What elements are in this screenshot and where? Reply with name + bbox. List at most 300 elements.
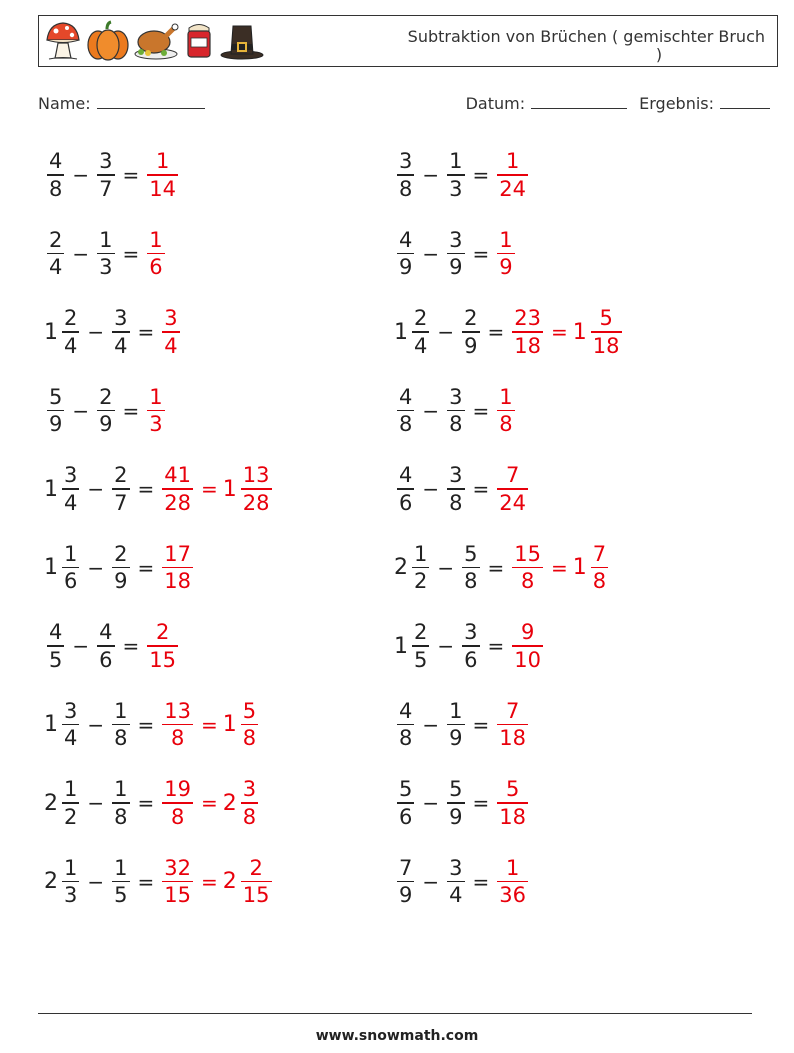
problem-item	[394, 458, 531, 520]
answer-numerator: 1	[499, 384, 513, 409]
problem-item	[394, 223, 518, 285]
equals-sign: =	[472, 398, 490, 423]
minuend-fraction	[62, 776, 79, 830]
minuend-numerator: 5	[399, 777, 413, 802]
answer-fraction	[162, 305, 179, 359]
minus-sign: −	[437, 320, 455, 344]
equals-sign: =	[137, 320, 155, 344]
answer-equals-sign: =	[201, 712, 218, 737]
answer-numerator: 23	[514, 306, 542, 331]
answer-denominator: 36	[499, 883, 527, 908]
answer-denominator: 18	[499, 726, 527, 751]
answer	[159, 855, 274, 909]
subtrahend-denominator: 7	[99, 176, 113, 201]
minuend-fraction	[47, 619, 64, 673]
mixed-answer-denominator: 8	[242, 804, 257, 829]
subtrahend-denominator: 4	[114, 333, 128, 358]
minuend-numerator: 4	[399, 227, 413, 252]
equals-sign: =	[137, 791, 155, 815]
minus-sign: −	[72, 241, 90, 266]
problem-item	[44, 615, 181, 677]
subtrahend-denominator: 9	[99, 412, 113, 437]
answer	[494, 462, 531, 516]
minus-sign: −	[422, 241, 440, 266]
answer	[494, 855, 531, 909]
subtrahend-denominator: 9	[449, 255, 463, 280]
minuend-numerator: 4	[49, 620, 63, 645]
problem-item	[44, 537, 196, 599]
minus-sign: −	[437, 555, 455, 580]
answer-numerator: 41	[164, 463, 192, 488]
answer-numerator: 1	[155, 149, 170, 174]
answer-fraction	[497, 462, 528, 516]
minuend-fraction	[47, 384, 64, 438]
minuend-whole: 1	[394, 319, 408, 345]
answer-denominator: 24	[499, 176, 527, 201]
subtrahend-denominator: 6	[464, 647, 478, 672]
answer-denominator: 9	[499, 255, 513, 280]
problem-item	[394, 144, 531, 206]
subtrahend-numerator: 1	[449, 698, 463, 723]
problem-item	[44, 380, 168, 442]
minuend-whole: 1	[44, 476, 58, 502]
answer-numerator: 5	[505, 777, 520, 802]
answer-fraction	[162, 776, 193, 830]
minuend-fraction	[47, 227, 64, 281]
answer	[159, 462, 274, 516]
name-field	[38, 94, 205, 113]
mixed-answer-numerator: 7	[592, 541, 607, 566]
answer-numerator: 17	[164, 541, 192, 566]
subtrahend-fraction	[447, 855, 464, 909]
answer-fraction	[497, 776, 528, 830]
equals-sign: =	[122, 241, 140, 266]
answer-fraction	[147, 619, 178, 673]
minuend-whole: 2	[394, 555, 408, 580]
date-blank	[531, 94, 627, 109]
minus-sign: −	[422, 869, 440, 894]
answer	[509, 541, 611, 595]
subtrahend-numerator: 2	[99, 384, 113, 409]
subtrahend-numerator: 1	[114, 698, 128, 723]
answer-fraction	[512, 305, 543, 359]
subtrahend-denominator: 9	[449, 726, 463, 751]
answer-numerator: 1	[149, 384, 163, 409]
answer-denominator: 8	[499, 412, 513, 437]
equals-sign: =	[122, 398, 140, 423]
footer-divider	[38, 1013, 752, 1014]
minuend-fraction	[62, 541, 79, 595]
answer-numerator: 1	[149, 227, 163, 252]
answer-fraction	[147, 227, 164, 281]
minuend-denominator: 9	[399, 883, 413, 908]
subtrahend-denominator: 3	[449, 176, 463, 201]
minuend-numerator: 2	[64, 306, 78, 331]
minuend-denominator: 4	[64, 726, 78, 751]
minuend-denominator: 5	[414, 647, 428, 672]
minuend-numerator: 4	[399, 463, 413, 488]
minuend-denominator: 8	[399, 726, 413, 751]
subtrahend-numerator: 3	[464, 620, 478, 645]
answer-fraction	[162, 462, 193, 516]
answer-numerator: 13	[164, 698, 192, 723]
subtrahend-fraction	[112, 462, 129, 516]
subtrahend-numerator: 2	[114, 463, 128, 488]
mixed-answer-fraction	[241, 776, 258, 830]
subtrahend-denominator: 7	[114, 490, 128, 515]
subtrahend-numerator: 4	[99, 620, 113, 645]
mushroom-icon	[43, 20, 83, 62]
answer-numerator: 15	[514, 541, 542, 566]
minuend-fraction	[62, 305, 79, 359]
header-box	[38, 15, 778, 67]
minuend-denominator: 9	[49, 412, 63, 437]
minus-sign: −	[437, 634, 455, 658]
subtrahend-denominator: 9	[449, 804, 463, 829]
subtrahend-fraction	[112, 776, 129, 830]
problem-item	[394, 615, 546, 677]
subtrahend-denominator: 8	[449, 412, 463, 437]
equals-sign: =	[137, 869, 155, 894]
mixed-answer-numerator: 13	[242, 463, 270, 488]
minuend-denominator: 8	[399, 412, 413, 437]
answer-numerator: 1	[499, 227, 513, 252]
minuend-whole: 1	[44, 319, 58, 345]
pilgrim-hat-icon	[219, 20, 265, 62]
subtrahend-numerator: 3	[449, 463, 463, 488]
minuend-denominator: 6	[399, 490, 413, 515]
answer-denominator: 18	[499, 804, 527, 829]
minus-sign: −	[422, 712, 440, 737]
subtrahend-fraction	[447, 698, 464, 752]
mixed-answer-numerator: 5	[599, 306, 613, 331]
answer	[509, 619, 546, 673]
minus-sign: −	[72, 163, 90, 187]
minus-sign: −	[422, 163, 440, 187]
subtrahend-numerator: 1	[114, 855, 128, 880]
answer-denominator: 4	[164, 333, 178, 358]
answer	[494, 384, 517, 438]
minuend-numerator: 2	[49, 227, 63, 252]
answer	[159, 305, 182, 359]
problem-item	[44, 223, 168, 285]
answer	[144, 384, 167, 438]
subtrahend-fraction	[447, 776, 464, 830]
problem-item	[394, 537, 611, 599]
subtrahend-fraction	[112, 855, 129, 909]
answer-numerator: 19	[164, 777, 192, 802]
answer-denominator: 18	[164, 569, 192, 594]
equals-sign: =	[472, 163, 490, 187]
answer-numerator: 7	[505, 463, 520, 488]
subtrahend-numerator: 5	[449, 777, 463, 802]
minuend-whole: 1	[394, 633, 408, 659]
minuend-fraction	[62, 462, 79, 516]
answer	[159, 776, 261, 830]
answer-fraction	[162, 541, 193, 595]
subtrahend-fraction	[112, 541, 129, 595]
answer-fraction	[497, 227, 514, 281]
answer-equals-sign: =	[551, 320, 568, 344]
problem-item	[44, 301, 183, 363]
subtrahend-numerator: 2	[464, 306, 478, 331]
mixed-answer-denominator: 18	[592, 333, 620, 358]
date-result-fields	[466, 94, 770, 113]
mixed-answer-fraction	[591, 305, 622, 359]
problem-item	[394, 694, 531, 756]
minuend-numerator: 2	[414, 620, 428, 645]
equals-sign: =	[472, 791, 490, 815]
subtrahend-fraction	[447, 384, 464, 438]
subtrahend-numerator: 5	[464, 541, 478, 566]
minuend-whole: 2	[44, 869, 58, 894]
answer-fraction	[497, 384, 514, 438]
minuend-denominator: 8	[49, 176, 63, 201]
minuend-fraction	[62, 698, 79, 752]
subtrahend-fraction	[97, 148, 114, 202]
answer-denominator: 18	[514, 333, 542, 358]
minus-sign: −	[422, 398, 440, 423]
subtrahend-numerator: 3	[99, 149, 113, 174]
equals-sign: =	[487, 555, 505, 580]
name-blank	[97, 94, 205, 109]
subtrahend-fraction	[447, 148, 464, 202]
subtrahend-fraction	[462, 541, 479, 595]
minus-sign: −	[87, 712, 105, 737]
subtrahend-numerator: 1	[449, 149, 463, 174]
mixed-answer-denominator: 8	[592, 569, 607, 594]
minuend-numerator: 3	[399, 149, 413, 174]
answer-numerator: 3	[164, 306, 178, 331]
minus-sign: −	[72, 398, 90, 423]
minuend-numerator: 1	[64, 855, 78, 880]
mixed-answer-whole: 1	[572, 555, 587, 580]
subtrahend-denominator: 9	[464, 333, 478, 358]
equals-sign: =	[472, 477, 490, 501]
answer-fraction	[162, 855, 193, 909]
icon-strip	[43, 20, 265, 62]
subtrahend-fraction	[462, 305, 479, 359]
footer-site: www.snowmath.com	[315, 1028, 479, 1044]
date-label: Datum:	[465, 94, 526, 113]
equals-sign: =	[487, 634, 505, 658]
minuend-denominator: 5	[49, 647, 63, 672]
mixed-answer-fraction	[241, 462, 272, 516]
worksheet-title	[385, 28, 765, 64]
mixed-answer-fraction	[241, 698, 258, 752]
mixed-answer-whole: 2	[222, 790, 237, 816]
minuend-numerator: 3	[64, 463, 78, 488]
subtrahend-denominator: 9	[114, 569, 128, 594]
equals-sign: =	[122, 163, 140, 187]
minuend-numerator: 2	[414, 306, 428, 331]
minuend-fraction	[412, 541, 429, 595]
subtrahend-fraction	[447, 227, 464, 281]
minuend-denominator: 3	[64, 883, 78, 908]
mixed-answer-whole: 1	[572, 319, 587, 345]
subtrahend-denominator: 4	[449, 883, 463, 908]
mixed-answer-whole: 2	[222, 869, 237, 894]
problem-item	[394, 301, 625, 363]
answer-denominator: 10	[514, 647, 542, 672]
answer-fraction	[512, 541, 543, 595]
minuend-numerator: 1	[64, 541, 78, 566]
minuend-denominator: 8	[399, 176, 413, 201]
answer-denominator: 28	[164, 490, 192, 515]
result-label: Ergebnis:	[639, 94, 714, 113]
subtrahend-fraction	[112, 305, 129, 359]
title-line-1: Subtraktion von Brüchen ( gemischter Bruch	[407, 27, 765, 46]
subtrahend-numerator: 3	[449, 227, 463, 252]
answer-equals-sign: =	[551, 555, 568, 580]
mixed-answer-denominator: 15	[242, 883, 270, 908]
subtrahend-numerator: 1	[99, 227, 113, 252]
answer	[494, 776, 531, 830]
mixed-answer-whole: 1	[222, 476, 237, 502]
answer	[159, 541, 196, 595]
answer-denominator: 15	[149, 647, 177, 672]
minuend-fraction	[397, 462, 414, 516]
answer-fraction	[147, 148, 178, 202]
minuend-numerator: 4	[49, 149, 63, 174]
problem-item	[394, 380, 518, 442]
pumpkin-icon	[86, 20, 130, 62]
subtrahend-fraction	[447, 462, 464, 516]
minuend-fraction	[397, 776, 414, 830]
minuend-whole: 2	[44, 790, 58, 816]
problem-item	[44, 851, 275, 913]
answer-denominator: 8	[170, 804, 185, 829]
subtrahend-denominator: 8	[114, 804, 128, 829]
equals-sign: =	[472, 241, 490, 266]
answer-fraction	[497, 148, 528, 202]
mixed-answer-whole: 1	[222, 712, 237, 737]
answer-denominator: 8	[520, 569, 535, 594]
roast-turkey-icon	[133, 20, 179, 62]
title-line-2: )	[655, 45, 663, 64]
minuend-fraction	[397, 227, 414, 281]
subtrahend-denominator: 3	[99, 255, 113, 280]
minuend-denominator: 4	[49, 255, 63, 280]
answer-fraction	[497, 698, 528, 752]
minus-sign: −	[422, 791, 440, 815]
problem-item	[44, 144, 181, 206]
subtrahend-numerator: 2	[114, 541, 128, 566]
problem-item	[44, 694, 261, 756]
equals-sign: =	[122, 634, 140, 658]
equals-sign: =	[472, 869, 490, 894]
answer-numerator: 1	[505, 149, 520, 174]
minuend-denominator: 4	[414, 333, 428, 358]
minus-sign: −	[87, 869, 105, 894]
answer-numerator: 32	[164, 855, 192, 880]
minuend-fraction	[397, 148, 414, 202]
equals-sign: =	[137, 477, 155, 501]
minuend-whole: 1	[44, 555, 58, 580]
minuend-numerator: 1	[64, 777, 78, 802]
mixed-answer-numerator: 2	[249, 855, 263, 880]
subtrahend-denominator: 8	[464, 569, 478, 594]
answer	[494, 698, 531, 752]
minuend-numerator: 7	[399, 855, 413, 880]
minuend-numerator: 3	[64, 698, 78, 723]
minus-sign: −	[87, 555, 105, 580]
subtrahend-denominator: 8	[449, 490, 463, 515]
answer-numerator: 2	[155, 620, 170, 645]
minuend-numerator: 5	[49, 384, 63, 409]
minus-sign: −	[72, 634, 90, 658]
minuend-denominator: 6	[64, 569, 78, 594]
problem-item	[394, 772, 531, 834]
minuend-fraction	[397, 384, 414, 438]
minuend-fraction	[62, 855, 79, 909]
answer-numerator: 9	[520, 620, 535, 645]
minuend-fraction	[397, 855, 414, 909]
equals-sign: =	[137, 712, 155, 737]
subtrahend-fraction	[97, 619, 114, 673]
answer-fraction	[147, 384, 164, 438]
subtrahend-denominator: 6	[99, 647, 113, 672]
subtrahend-fraction	[462, 619, 479, 673]
subtrahend-fraction	[97, 384, 114, 438]
problem-item	[44, 772, 261, 834]
minus-sign: −	[422, 477, 440, 501]
answer-fraction	[162, 698, 193, 752]
minuend-denominator: 2	[64, 804, 78, 829]
answer-denominator: 6	[149, 255, 163, 280]
answer	[509, 305, 624, 359]
mixed-answer-denominator: 28	[242, 490, 270, 515]
mixed-answer-denominator: 8	[242, 726, 257, 751]
equals-sign: =	[487, 320, 505, 344]
answer	[494, 227, 517, 281]
minuend-denominator: 6	[399, 804, 413, 829]
jam-jar-icon	[182, 20, 216, 62]
answer-denominator: 24	[499, 490, 527, 515]
minuend-fraction	[412, 619, 429, 673]
subtrahend-numerator: 3	[449, 855, 463, 880]
answer-denominator: 3	[149, 412, 163, 437]
minuend-numerator: 4	[399, 698, 413, 723]
minus-sign: −	[87, 320, 105, 344]
answer-equals-sign: =	[201, 477, 218, 501]
answer	[494, 148, 531, 202]
subtrahend-denominator: 8	[114, 726, 128, 751]
equals-sign: =	[472, 712, 490, 737]
subtrahend-numerator: 3	[449, 384, 463, 409]
answer-numerator: 7	[505, 698, 520, 723]
answer	[144, 227, 167, 281]
answer	[144, 148, 181, 202]
subtrahend-numerator: 3	[114, 306, 128, 331]
minuend-denominator: 4	[64, 333, 78, 358]
mixed-answer-fraction	[591, 541, 608, 595]
minuend-fraction	[412, 305, 429, 359]
minuend-fraction	[47, 148, 64, 202]
subtrahend-fraction	[112, 698, 129, 752]
answer-numerator: 1	[505, 855, 520, 880]
minuend-denominator: 9	[399, 255, 413, 280]
name-label: Name:	[38, 94, 91, 113]
answer-denominator: 15	[164, 883, 192, 908]
subtrahend-denominator: 5	[114, 883, 128, 908]
minuend-numerator: 4	[399, 384, 413, 409]
answer-fraction	[512, 619, 543, 673]
minuend-whole: 1	[44, 712, 58, 737]
mixed-answer-numerator: 5	[242, 698, 257, 723]
minus-sign: −	[87, 791, 105, 815]
answer	[144, 619, 181, 673]
